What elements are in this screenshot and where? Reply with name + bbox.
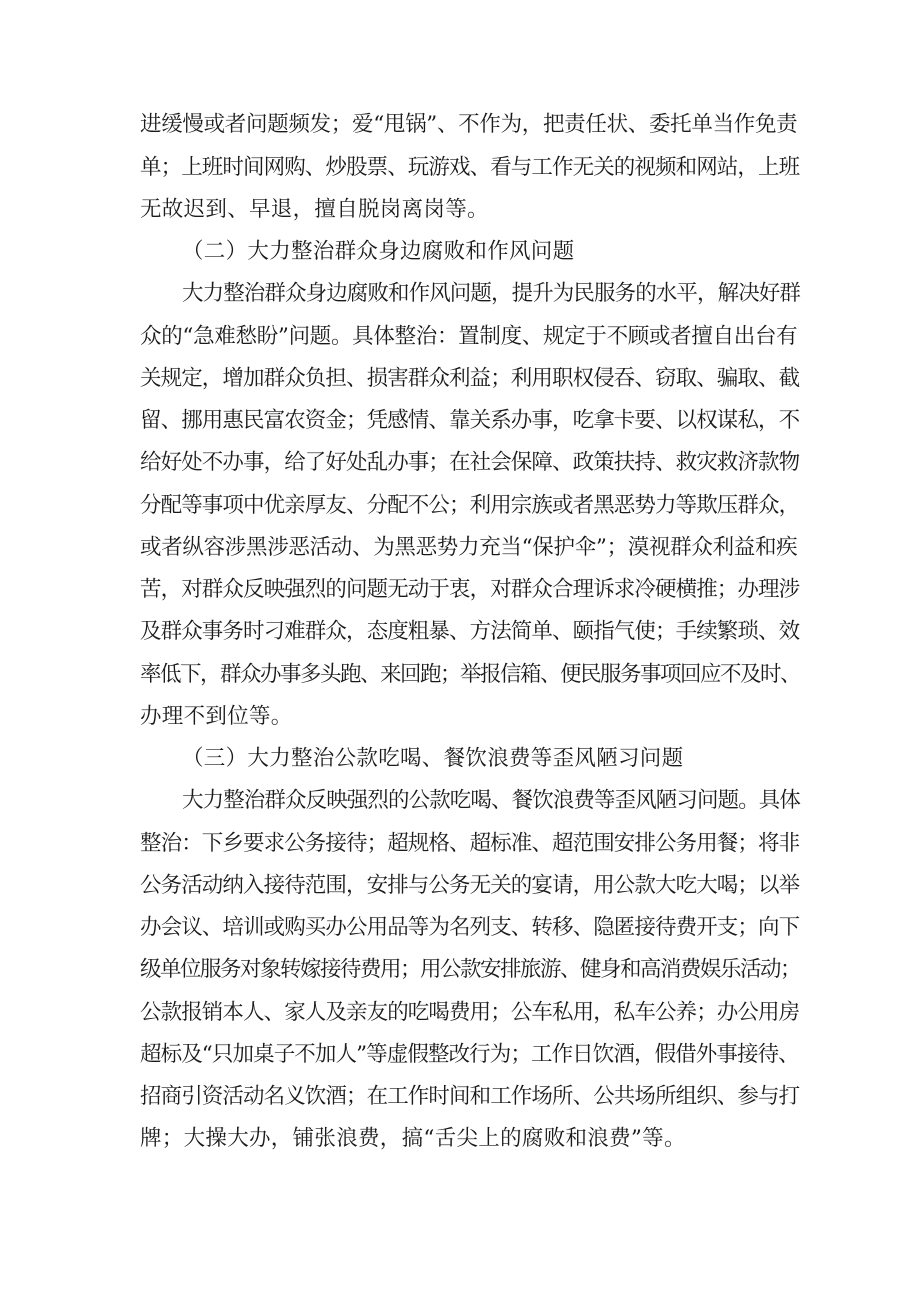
paragraph-3-line-9: 牌；大操大办，铺张浪费，搞“舌尖上的腐败和浪费”等。: [140, 1126, 686, 1151]
paragraph-3-line-4: 办会议、培训或购买办公用品等为名列支、转移、隐匿接待费开支；向下: [140, 915, 800, 940]
paragraph-2-line-11: 办理不到位等。: [140, 704, 293, 729]
paragraph-2-line-1: 大力整治群众身边腐败和作风问题，提升为民服务的水平，解决好群: [182, 281, 801, 306]
paragraph-3-line-8: 招商引资活动名义饮酒；在工作时间和工作场所、公共场所组织、参与打: [140, 1084, 800, 1109]
paragraph-2-line-4: 留、挪用惠民富农资金；凭感情、靠关系办事，吃拿卡要、以权谋私，不: [140, 408, 800, 433]
paragraph-2-line-10: 率低下，群众办事多头跑、来回跑；举报信箱、便民服务事项回应不及时、: [140, 662, 801, 687]
section-heading-2: （二）大力整治群众身边腐败和作风问题: [182, 239, 575, 264]
paragraph-1-line-2: 单；上班时间网购、炒股票、玩游戏、看与工作无关的视频和网站，上班: [140, 155, 800, 180]
paragraph-3-line-2: 整治：下乡要求公务接待；超规格、超标准、超范围安排公务用餐；将非: [140, 831, 800, 856]
paragraph-2-line-8: 苦，对群众反映强烈的问题无动于衷，对群众合理诉求冷硬横推；办理涉: [140, 577, 800, 602]
paragraph-3-line-7: 超标及“只加桌子不加人”等虚假整改行为；工作日饮酒，假借外事接待、: [140, 1042, 799, 1067]
section-heading-3: （三）大力整治公款吃喝、餐饮浪费等歪风陋习问题: [182, 746, 684, 771]
paragraph-3-line-6: 公款报销本人、家人及亲友的吃喝费用；公车私用，私车公养；办公用房: [140, 1000, 800, 1025]
paragraph-2-line-5: 给好处不办事，给了好处乱办事；在社会保障、政策扶持、救灾救济款物: [140, 450, 800, 475]
paragraph-3-line-5: 级单位服务对象转嫁接待费用；用公款安排旅游、健身和高消费娱乐活动；: [140, 957, 801, 982]
paragraph-1-line-3: 无故迟到、早退，擅自脱岗离岗等。: [140, 197, 489, 222]
paragraph-2-line-6: 分配等事项中优亲厚友、分配不公；利用宗族或者黑恶势力等欺压群众，: [140, 493, 800, 518]
paragraph-2-line-2: 众的“急难愁盼”问题。具体整治：置制度、规定于不顾或者擅自出台有: [140, 324, 798, 349]
paragraph-2-line-7: 或者纵容涉黑涉恶活动、为黑恶势力充当“保护伞”；漠视群众利益和疾: [140, 535, 798, 560]
paragraph-3-line-1: 大力整治群众反映强烈的公款吃喝、餐饮浪费等歪风陋习问题。具体: [182, 788, 801, 813]
paragraph-1-line-1: 进缓慢或者问题频发；爱“甩锅”、不作为，把责任状、委托单当作免责: [140, 112, 798, 137]
paragraph-2-line-3: 关规定，增加群众负担、损害群众利益；利用职权侵吞、窃取、骗取、截: [140, 366, 800, 391]
paragraph-3-line-3: 公务活动纳入接待范围，安排与公务无关的宴请，用公款大吃大喝；以举: [140, 873, 800, 898]
paragraph-2-line-9: 及群众事务时刁难群众，态度粗暴、方法简单、颐指气使；手续繁琐、效: [140, 619, 800, 644]
